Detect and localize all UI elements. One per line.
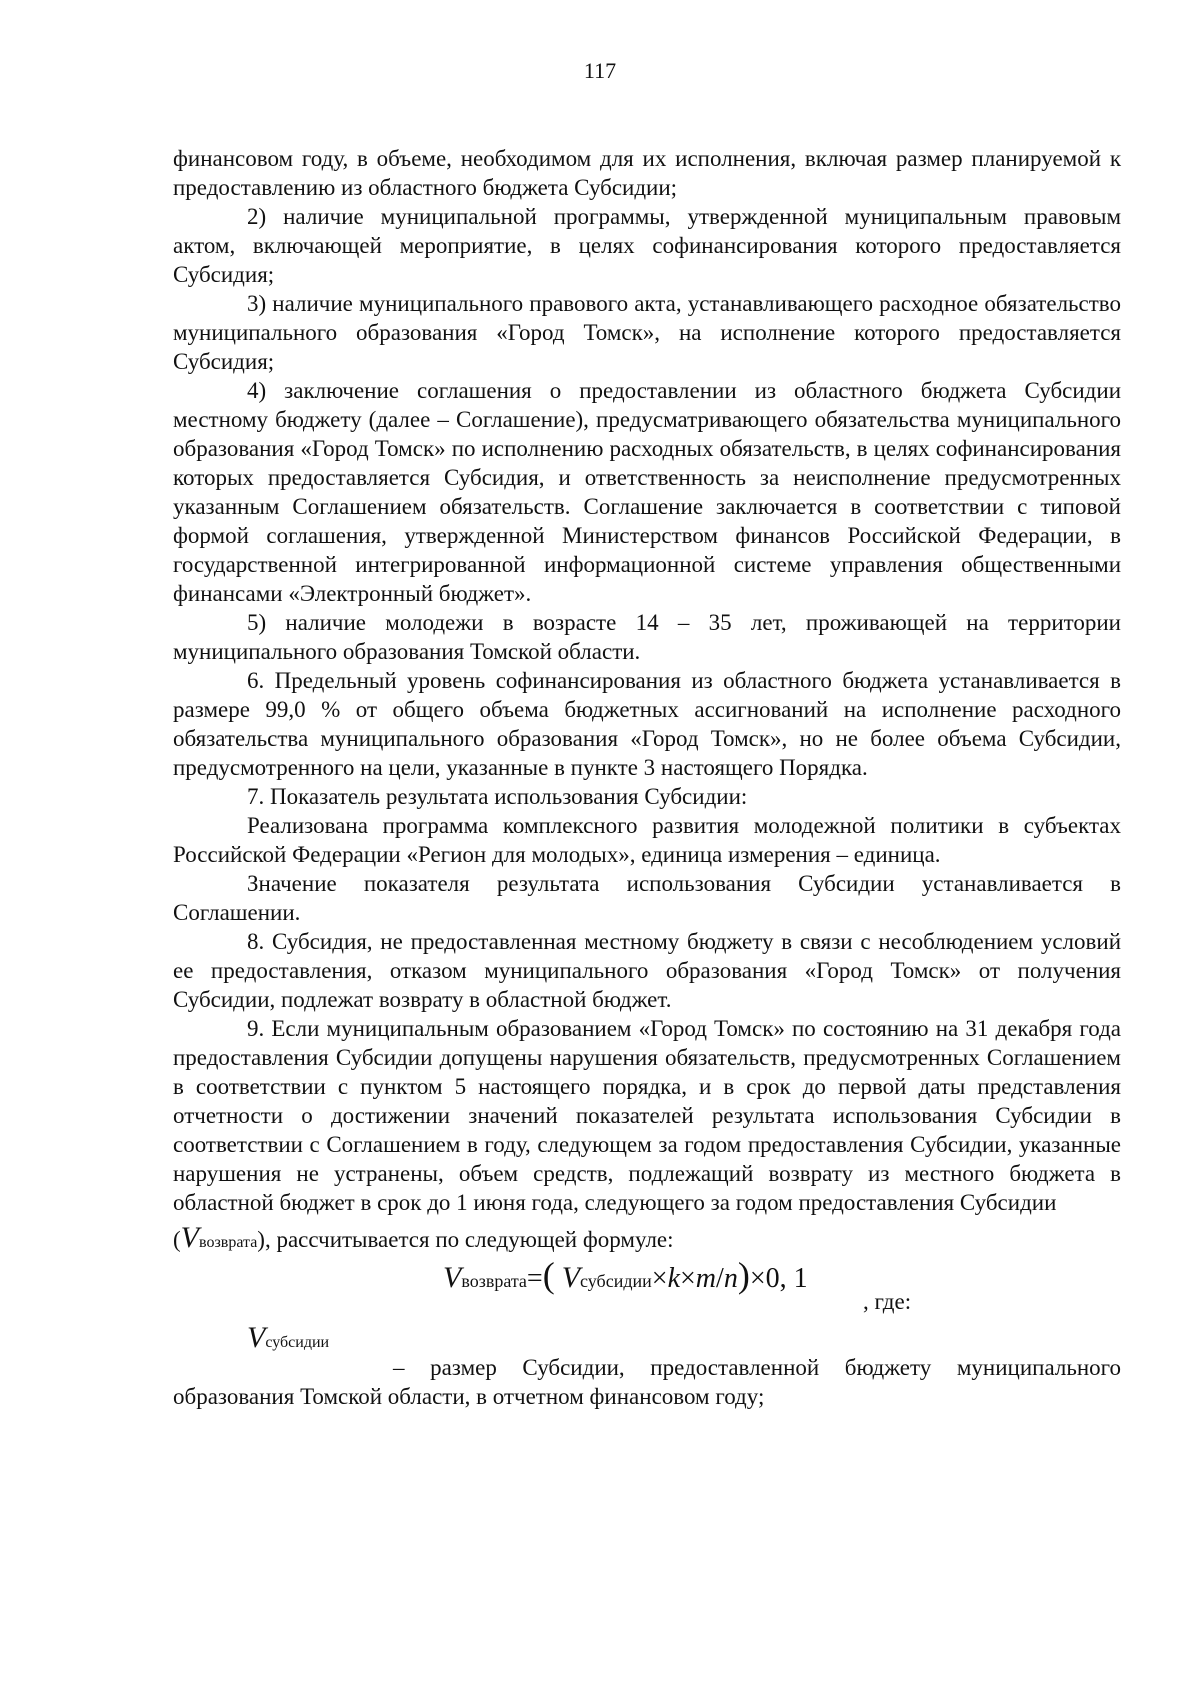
paragraph-item-5: 5) наличие молодежи в возрасте 14 – 35 лет, проживающей на территории муниципального образования Томской области.: [173, 610, 1121, 664]
v-symbol: V: [180, 1221, 199, 1254]
formula-block: [173, 1217, 1121, 1317]
formula-return-subscript: возврата: [461, 1271, 527, 1291]
formula-k: k: [667, 1263, 680, 1294]
paragraph-9: 9. Если муниципальным образованием «Город Томск» по состоянию на 31 декабря года предоставления Субсидии допущены нарушения обязательств, предусмотренных Соглашением в соответствии с пунктом 5 настоящего порядка, и в срок до первой даты представления отчетности о достижении значений показателей результата использования Субсидии в соответствии с Соглашением в году, следующем за годом предоставления Субсидии, указанные нарушения не устранены, объем средств, подлежащий возврату из местного бюджета в областной бюджет в срок до 1 июня года, следующего за годом предоставления Субсидии: [173, 1016, 1121, 1215]
paragraph-7-value: Значение показателя результата использования Субсидии устанавливается в Соглашении.: [173, 871, 1121, 925]
definition-v-subsidy: [173, 1321, 1121, 1411]
page-number: 117: [583, 58, 617, 83]
document-body: [173, 144, 1121, 1411]
formula-subsidy-subscript: субсидии: [580, 1271, 652, 1291]
paragraph-8: 8. Субсидия, не предоставленная местному бюджету в связи с несоблюдением условий ее предоставления, отказом муниципального образования «Город Томск» от получения Субсидии, подлежат возврату в областной бюджет.: [173, 929, 1121, 1012]
paragraph-item-4: 4) заключение соглашения о предоставлении из областного бюджета Субсидии местному бюджету (далее – Соглашение), предусматривающего обязательства муниципального образования «Город Томск» по исполнению расходных обязательств, в целях софинансирования которых предоставляется Субсидия, и ответственность за неисполнение предусмотренных указанным Соглашением обязательств. Соглашение заключается в соответствии с типовой формой соглашения, утвержденной Министерством финансов Российской Федерации, в государственной интегрированной информационной системе управления общественными финансами «Электронный бюджет».: [173, 378, 1121, 606]
formula-m: m: [695, 1263, 717, 1294]
paragraph-7-indicator: Реализована программа комплексного развития молодежной политики в субъектах Российской Федерации «Регион для молодых», единица измерения – единица.: [173, 813, 1121, 867]
paragraph-item-2: 2) наличие муниципальной программы, утвержденной муниципальным правовым актом, включающей мероприятие, в целях софинансирования которого предоставляется Субсидия;: [173, 204, 1121, 287]
paragraph-7: 7. Показатель результата использования Субсидии:: [247, 784, 748, 809]
paragraph-continuation: финансовом году, в объеме, необходимом для их исполнения, включая размер планируемой к предоставлению из областного бюджета Субсидии;: [173, 146, 1121, 200]
formula-intro-text: ), рассчитывается по следующей формуле:: [257, 1227, 674, 1252]
formula-where: , где:: [863, 1289, 912, 1314]
definition-text: – размер Субсидии, предоставленной бюджету муниципального образования Томской области, в отчетном финансовом году;: [173, 1355, 1121, 1409]
definition-symbol: Vсубсидии: [247, 1321, 330, 1354]
return-formula: Vвозврата=( Vсубсидии×k×m/n)×0, 1: [443, 1255, 808, 1295]
formula-n: n: [723, 1263, 738, 1294]
v-return-subscript: возврата: [199, 1234, 258, 1251]
formula-coefficient: 0, 1: [765, 1263, 808, 1294]
inline-v-return: (Vвозврата), рассчитывается по следующей формуле:: [173, 1221, 674, 1254]
paragraph-item-3: 3) наличие муниципального правового акта, устанавливающего расходное обязательство муниципального образования «Город Томск», на исполнение которого предоставляется Субсидия;: [173, 291, 1121, 374]
paragraph-6: 6. Предельный уровень софинансирования из областного бюджета устанавливается в размере 99,0 % от общего объема бюджетных ассигнований на исполнение расходного обязательства муниципального образования «Город Томск», но не более объема Субсидии, предусмотренного на цели, указанные в пункте 3 настоящего Порядка.: [173, 668, 1121, 780]
